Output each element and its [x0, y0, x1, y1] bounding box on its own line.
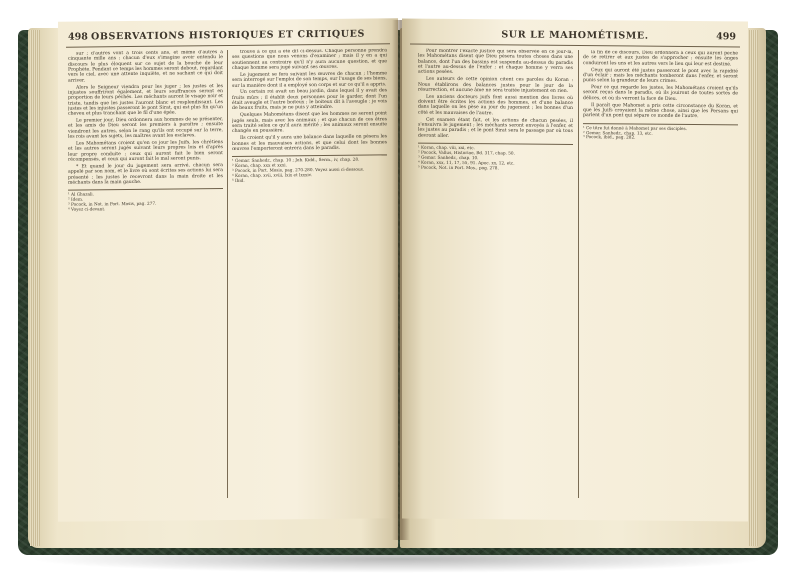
footnote: ³ Gemar. Sanhedr., chap. 10. — [418, 154, 479, 160]
right-page-edges — [748, 30, 758, 546]
footnotes — [418, 143, 573, 172]
paragraph: Un certain roi avait un beau jardin, dans lequel il y avait des fruits mûrs ; il établit deux personnes pour le garder, dont l'un était aveugle et l'autre boiteux ; le boiteux dit à l'aveugle : je vois de beaux fruits, mais je ne puis y atteindre. — [232, 88, 387, 112]
paragraph: sur ; d'autres vont à trois cents ans, et même d'autres à cinquante mille ans ; chacun d'eux s'imagine avoir entendu le discours le plus éloquent sur ce sujet de la bouche de leur Prophète. Pendant ce temps les hommes seront debout, regardant vers le ciel, avec une attente inquiète, et ne sachant ce qui doit arriver. — [68, 50, 223, 84]
right-page-column-1 — [418, 49, 573, 504]
footnotes — [583, 123, 738, 142]
paragraph: Alors le Seigneur viendra pour les juger ; les justes et les injustes souffriront également, et leurs souffrances seront en proportion de leurs péchés. Les méchants auront le visage noir et triste, tandis que les justes l'auront blanc et resplendissant. Les justes et les injustes passeront le pont Sirat, qui est plus fin qu'un cheveu et plus tranchant que le fil d'une épée. — [68, 83, 223, 117]
footnotes — [68, 188, 223, 212]
footnote: ¹ Gemar. Sanhedr., chap. 10 ; Job. Kidd., Serm., iv, chap. 28. — [232, 156, 360, 164]
footnote: ³ Pocock, ibid., pag. 282. — [583, 134, 636, 140]
right-header-rule — [410, 44, 740, 48]
paragraph: * Et quand le jour du jugement sera arrivé, chacun sera appelé par son nom, et le livre où sont écrites ses actions lui sera présenté ; les justes le recevront dans la main droite et les méchants dans la main gauche. — [68, 162, 223, 186]
paragraph: Pour montrer l'exacte justice qui sera observée en ce jour-là, les Mahométans disent que Dieu pèsera toutes choses dans une balance, dont l'un des bassins est suspendu au-dessus du paradis et l'autre au-dessus de l'enfer ; et chaque homme y verra ses actions pesées. — [418, 48, 573, 76]
paragraph: Pour ce qui regarde les justes, les Mahométans croient qu'ils seront reçus dans le paradis, où ils jouiront de toutes sortes de délices, et où ils verront la face de Dieu. — [583, 85, 738, 102]
paragraph: Les auteurs de cette opinion citent ces paroles du Koran : Nous établirons des balances justes pour le jour de la résurrection, et aucune âme ne sera traitée injustement en rien. — [418, 76, 573, 94]
left-running-head: OBSERVATIONS HISTORIQUES ET CRITIQUES — [91, 28, 365, 43]
left-page-number: 498 — [68, 31, 88, 43]
column-divider — [578, 50, 579, 498]
left-page-column-2 — [232, 48, 387, 504]
footnote: ² Idem. — [68, 196, 84, 202]
paragraph: Les anciens docteurs juifs font aussi mention des livres où doivent être écrites les actions des hommes, et d'une balance dans laquelle on les pèse au jour du jugement ; les bonnes d'un côté et les mauvaises de l'autre. — [418, 94, 573, 117]
footnote: ³ Pocock, in Not. in Port. Mosis, pag. 277. — [68, 200, 157, 207]
right-page-column-2 — [583, 50, 738, 505]
paragraph: Ceux qui auront été justes passeront le pont avec la rapidité d'un éclair ; mais les méchants tomberont dans l'enfer, et seront punis selon la grandeur de leurs crimes. — [583, 67, 738, 85]
column-divider — [227, 50, 228, 498]
footnote: ⁵ Pocock, Not. in Port. Mos., pag. 278. — [418, 164, 499, 170]
left-page-edges — [30, 30, 40, 546]
footnote: ⁴ Voyez ci-devant. — [68, 206, 106, 212]
footnotes — [232, 155, 387, 184]
footnote: ¹ Koran, chap. viii, xxi, etc. — [418, 144, 475, 151]
footnote: ⁴ Koran, chap. xvii, xviii, lxix et lxxxiv. — [232, 172, 312, 178]
footnote: ¹ Al Ghazali. — [68, 191, 94, 197]
paragraph: Le premier jour, Dieu ordonnera aux hommes de se présenter, et les amis de Dieu seront les premiers à paraître ; ensuite viendront les autres, selon le rang qu'ils ont occupé sur la terre, les rois avant les sujets, les maîtres avant les esclaves. — [68, 117, 223, 140]
footnote: ³ Pocock, in Port. Mosis, pag. 270-280. Voyez aussi ci-dessous. — [232, 166, 365, 173]
left-header-rule — [66, 43, 390, 47]
paragraph: Quelques Mahométans disent que les hommes ne seront point jugés seuls, mais avec les animaux ; et que chacun de ces êtres sera traité selon ce qu'il aura mérité ; les animaux seront ensuite changés en poussière. — [232, 111, 387, 135]
footnote: ² Gemar. Sanhedr., chap. 13, etc. — [583, 129, 653, 136]
left-page-column-1 — [68, 50, 223, 506]
footnote: ² Koran, chap. xxx et xxxi. — [232, 162, 287, 169]
right-page-number: 499 — [716, 31, 736, 43]
paragraph: la fin de ce discours, Dieu ordonnera à ceux qui auront péché de se retirer et aux justes de s'approcher ; ensuite les anges conduiront les uns et les autres vers le lieu qui leur est destiné. — [583, 50, 738, 68]
right-running-head: SUR LE MAHOMÉTISME. — [501, 29, 649, 42]
footnote: ¹ Ce titre fut donné à Mahomet par ses disciples. — [583, 124, 687, 131]
footnote: ⁴ Koran, xxx, 11, 17, 55, 91. Apoc. xx, 12, etc. — [418, 159, 515, 166]
paragraph: Les Mahométans croient qu'en ce jour les Juifs, les chrétiens et les autres seront jugés suivant leurs propres lois et d'après leur propre conduite ; ceux qui auront fait le bien seront récompensés, et ceux qui auront fait le mal seront punis. — [68, 140, 223, 163]
paragraph: Le jugement se fera suivant les œuvres de chacun ; l'homme sera interrogé sur l'emploi de son temps, sur l'usage de ses biens, sur la manière dont il a employé son corps et sur ce qu'il a appris. — [232, 71, 387, 89]
right-page — [402, 18, 748, 521]
left-page — [58, 18, 398, 522]
paragraph: trouve à ce qui a été dit ci-dessus. Chaque personne prendra ses questions que nous venons d'examiner ; mais il y en a qui soutiennent au contraire qu'il n'y aura aucune question, et que chaque homme sera jugé suivant ses œuvres. — [232, 48, 387, 71]
paragraph: Ils croient qu'il y aura une balance dans laquelle on pèsera les bonnes et les mauvaises actions, et que celui dont les bonnes œuvres l'emporteront entrera dans le paradis. — [232, 134, 387, 152]
paragraph: Il paraît que Mahomet a pris cette circonstance du Koran, et que les Juifs croyaient la même chose, ainsi que les Persans qui parlent d'un pont qui sépare ce monde de l'autre. — [583, 102, 738, 120]
footnote: ⁵ Ibid. — [232, 177, 245, 183]
paragraph: Cet examen étant fait, et les actions de chacun pesées, il s'ensuivra le jugement ; les méchants seront envoyés à l'enfer, et les justes au paradis ; et le pont Sirat sera le passage par où tous devront aller. — [418, 117, 573, 139]
footnote: ² Pocock, Vallus, Historiae, Bd. 317, chap. 50. — [418, 149, 515, 156]
